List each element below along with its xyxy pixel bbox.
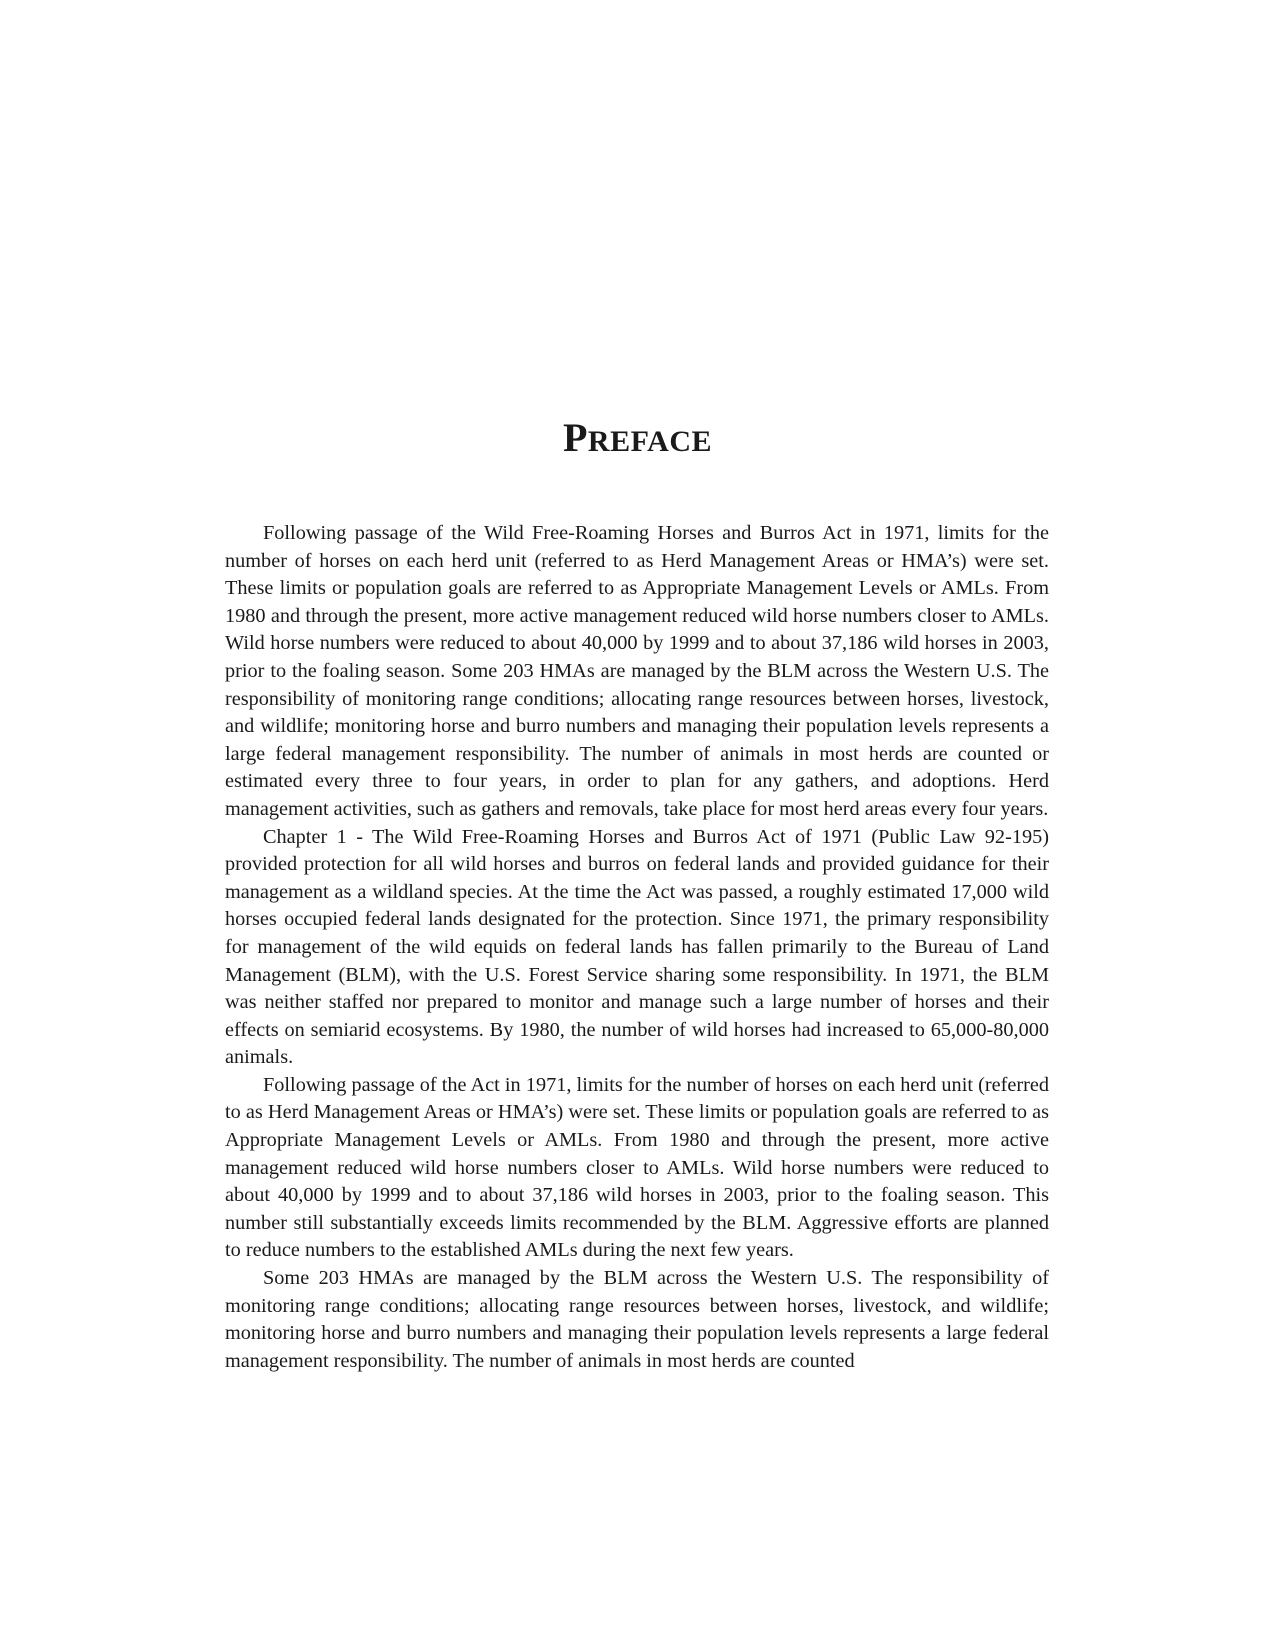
paragraph-4: Some 203 HMAs are managed by the BLM across the Western U.S. The responsibility of monitoring range conditions; allocating range resources between horses, livestock, and wildlife; monitoring horse and burro numbers and managing their population levels represents a large federal management responsibility. The number of animals in most herds are counted <box>225 1267 1049 1372</box>
page-title-rest: REFACE <box>587 425 713 458</box>
page-title <box>0 415 1275 462</box>
paragraph-3: Following passage of the Act in 1971, limits for the number of horses on each herd unit (referred to as Herd Management Areas or HMA’s) were set. These limits or population goals are referred to as Appropriate Management Levels or AMLs. From 1980 and through the present, more active management reduced wild horse numbers closer to AMLs. Wild horse numbers were reduced to about 40,000 by 1999 and to about 37,186 wild horses in 2003, prior to the foaling season. This number still substantially exceeds limits recommended by the BLM. Aggressive efforts are planned to reduce numbers to the established AMLs during the next few years. <box>225 1073 1049 1262</box>
paragraph-1: Following passage of the Wild Free-Roaming Horses and Burros Act in 1971, limits for the number of horses on each herd unit (referred to as Herd Management Areas or HMA’s) were set. These limits or population goals are referred to as Appropriate Management Levels or AMLs. From 1980 and through the present, more active management reduced wild horse numbers closer to AMLs. Wild horse numbers were reduced to about 40,000 by 1999 and to about 37,186 wild horses in 2003, prior to the foaling season. Some 203 HMAs are managed by the BLM across the Western U.S. The responsibility of monitoring range conditions; allocating range resources between horses, livestock, and wildlife; monitoring horse and burro numbers and managing their population levels represents a large federal management responsibility. The number of animals in most herds are counted or estimated every three to four years, in order to plan for any gathers, and adoptions. Herd management activities, such as gathers and removals, take place for most herd areas every four years. <box>225 522 1049 820</box>
preface-body <box>225 520 1049 1375</box>
page-title-initial: P <box>562 415 588 460</box>
paragraph-2: Chapter 1 - The Wild Free-Roaming Horses and Burros Act of 1971 (Public Law 92-195) provided protection for all wild horses and burros on federal lands and provided guidance for their management as a wildland species. At the time the Act was passed, a roughly estimated 17,000 wild horses occupied federal lands designated for the protection. Since 1971, the primary responsibility for management of the wild equids on federal lands has fallen primarily to the Bureau of Land Management (BLM), with the U.S. Forest Service sharing some responsibility. In 1971, the BLM was neither staffed nor prepared to monitor and manage such a large number of horses and their effects on semiarid ecosystems. By 1980, the number of wild horses had increased to 65,000-80,000 animals. <box>225 825 1049 1069</box>
